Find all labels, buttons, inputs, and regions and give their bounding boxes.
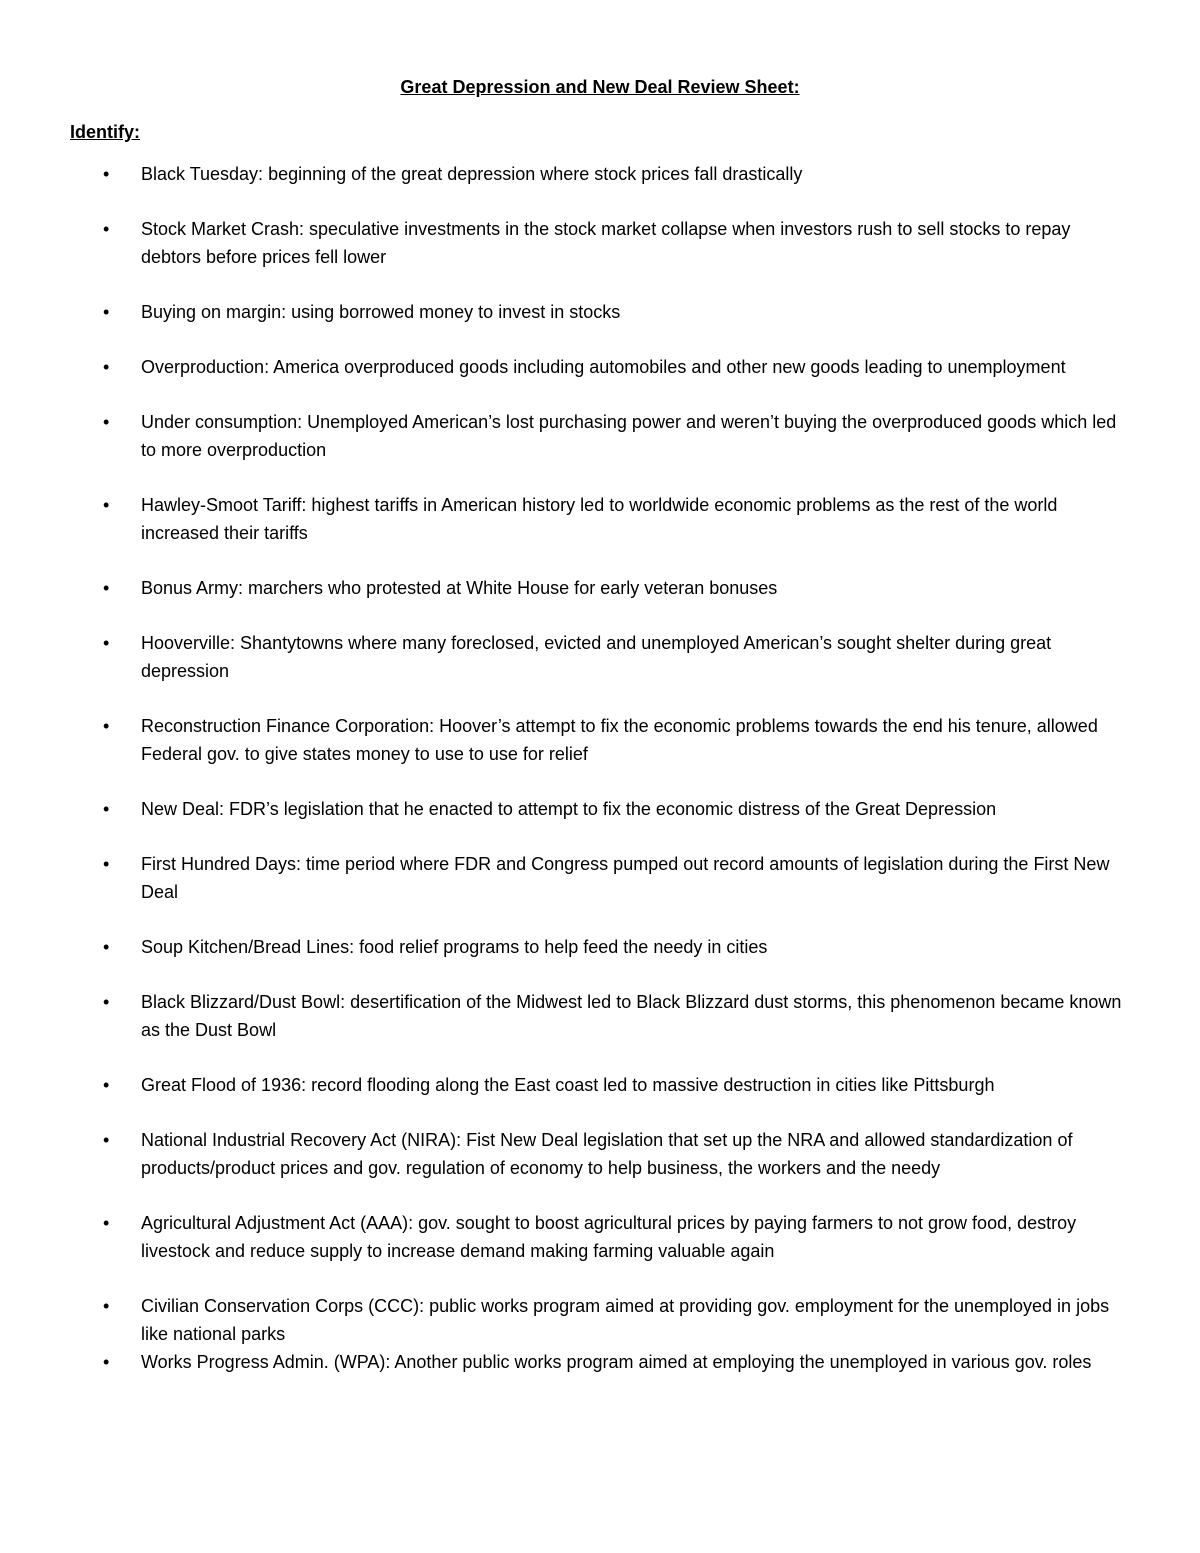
list-item-wpa: [0, 1348, 1200, 1376]
list-item-text: First Hundred Days: time period where FDR and Congress pumped out record amounts of legislation during the First New Deal: [141, 854, 1110, 902]
list-item-text: Under consumption: Unemployed American’s lost purchasing power and weren’t buying the overproduced goods which led to more overproduction: [141, 412, 1117, 460]
list-item-text: National Industrial Recovery Act (NIRA): Fist New Deal legislation that set up the NRA and allowed standardization of products/product prices and gov. regulation of economy to help business, the workers and the needy: [141, 1130, 1073, 1178]
bullet-icon: •: [103, 1130, 110, 1150]
term-list: [0, 160, 1200, 1376]
bullet-icon: •: [103, 633, 110, 653]
list-item-first-hundred-days: [0, 850, 1200, 906]
list-item-text: Hawley-Smoot Tariff: highest tariffs in American history led to worldwide economic problems as the rest of the world increased their tariffs: [141, 495, 1058, 543]
list-item-soup-kitchen-bread-lines: [0, 933, 1200, 961]
bullet-icon: •: [103, 357, 110, 377]
bullet-icon: •: [103, 219, 110, 239]
list-item-reconstruction-finance-corporation: [0, 712, 1200, 768]
list-item-text: Stock Market Crash: speculative investments in the stock market collapse when investors rush to sell stocks to repay debtors before prices fell lower: [141, 219, 1071, 267]
bullet-icon: •: [103, 716, 110, 736]
list-item-text: Works Progress Admin. (WPA): Another public works program aimed at employing the unemployed in various gov. roles: [141, 1352, 1092, 1372]
list-item-aaa: [0, 1209, 1200, 1265]
list-item-black-blizzard-dust-bowl: [0, 988, 1200, 1044]
bullet-icon: •: [103, 854, 110, 874]
list-item-buying-on-margin: [0, 298, 1200, 326]
list-item-text: Bonus Army: marchers who protested at White House for early veteran bonuses: [141, 578, 778, 598]
list-item-nira: [0, 1126, 1200, 1182]
list-item-text: Great Flood of 1936: record flooding along the East coast led to massive destruction in cities like Pittsburgh: [141, 1075, 995, 1095]
list-item-bonus-army: [0, 574, 1200, 602]
list-item-great-flood-1936: [0, 1071, 1200, 1099]
list-item-hooverville: [0, 629, 1200, 685]
list-item-text: Reconstruction Finance Corporation: Hoover’s attempt to fix the economic problems towards the end his tenure, allowed Federal gov. to give states money to use to use for relief: [141, 716, 1098, 764]
bullet-icon: •: [103, 1075, 110, 1095]
bullet-icon: •: [103, 302, 110, 322]
list-item-text: Buying on margin: using borrowed money to invest in stocks: [141, 302, 621, 322]
list-item-text: New Deal: FDR’s legislation that he enacted to attempt to fix the economic distress of the Great Depression: [141, 799, 997, 819]
list-item-new-deal: [0, 795, 1200, 823]
list-item-ccc: [0, 1292, 1200, 1348]
bullet-icon: •: [103, 992, 110, 1012]
bullet-icon: •: [103, 164, 110, 184]
section-heading-identify: Identify:: [70, 122, 140, 142]
page-title: Great Depression and New Deal Review Sheet:: [400, 77, 800, 97]
list-item-under-consumption: [0, 408, 1200, 464]
list-item-text: Black Tuesday: beginning of the great depression where stock prices fall drastically: [141, 164, 803, 184]
bullet-icon: •: [103, 937, 110, 957]
list-item-text: Overproduction: America overproduced goods including automobiles and other new goods leading to unemployment: [141, 357, 1066, 377]
list-item-text: Black Blizzard/Dust Bowl: desertification of the Midwest led to Black Blizzard dust storms, this phenomenon became known as the Dust Bowl: [141, 992, 1122, 1040]
bullet-icon: •: [103, 578, 110, 598]
bullet-icon: •: [103, 495, 110, 515]
list-item-stock-market-crash: [0, 215, 1200, 271]
list-item-hawley-smoot-tariff: [0, 491, 1200, 547]
list-item-text: Hooverville: Shantytowns where many foreclosed, evicted and unemployed American’s sought shelter during great depression: [141, 633, 1052, 681]
bullet-icon: •: [103, 1296, 110, 1316]
list-item-text: Soup Kitchen/Bread Lines: food relief programs to help feed the needy in cities: [141, 937, 768, 957]
list-item-text: Agricultural Adjustment Act (AAA): gov. sought to boost agricultural prices by paying farmers to not grow food, destroy livestock and reduce supply to increase demand making farming valuable again: [141, 1213, 1077, 1261]
list-item-text: Civilian Conservation Corps (CCC): public works program aimed at providing gov. employment for the unemployed in jobs like national parks: [141, 1296, 1110, 1344]
bullet-icon: •: [103, 412, 110, 432]
list-item-overproduction: [0, 353, 1200, 381]
bullet-icon: •: [103, 799, 110, 819]
bullet-icon: •: [103, 1352, 110, 1372]
bullet-icon: •: [103, 1213, 110, 1233]
list-item-black-tuesday: [0, 160, 1200, 188]
